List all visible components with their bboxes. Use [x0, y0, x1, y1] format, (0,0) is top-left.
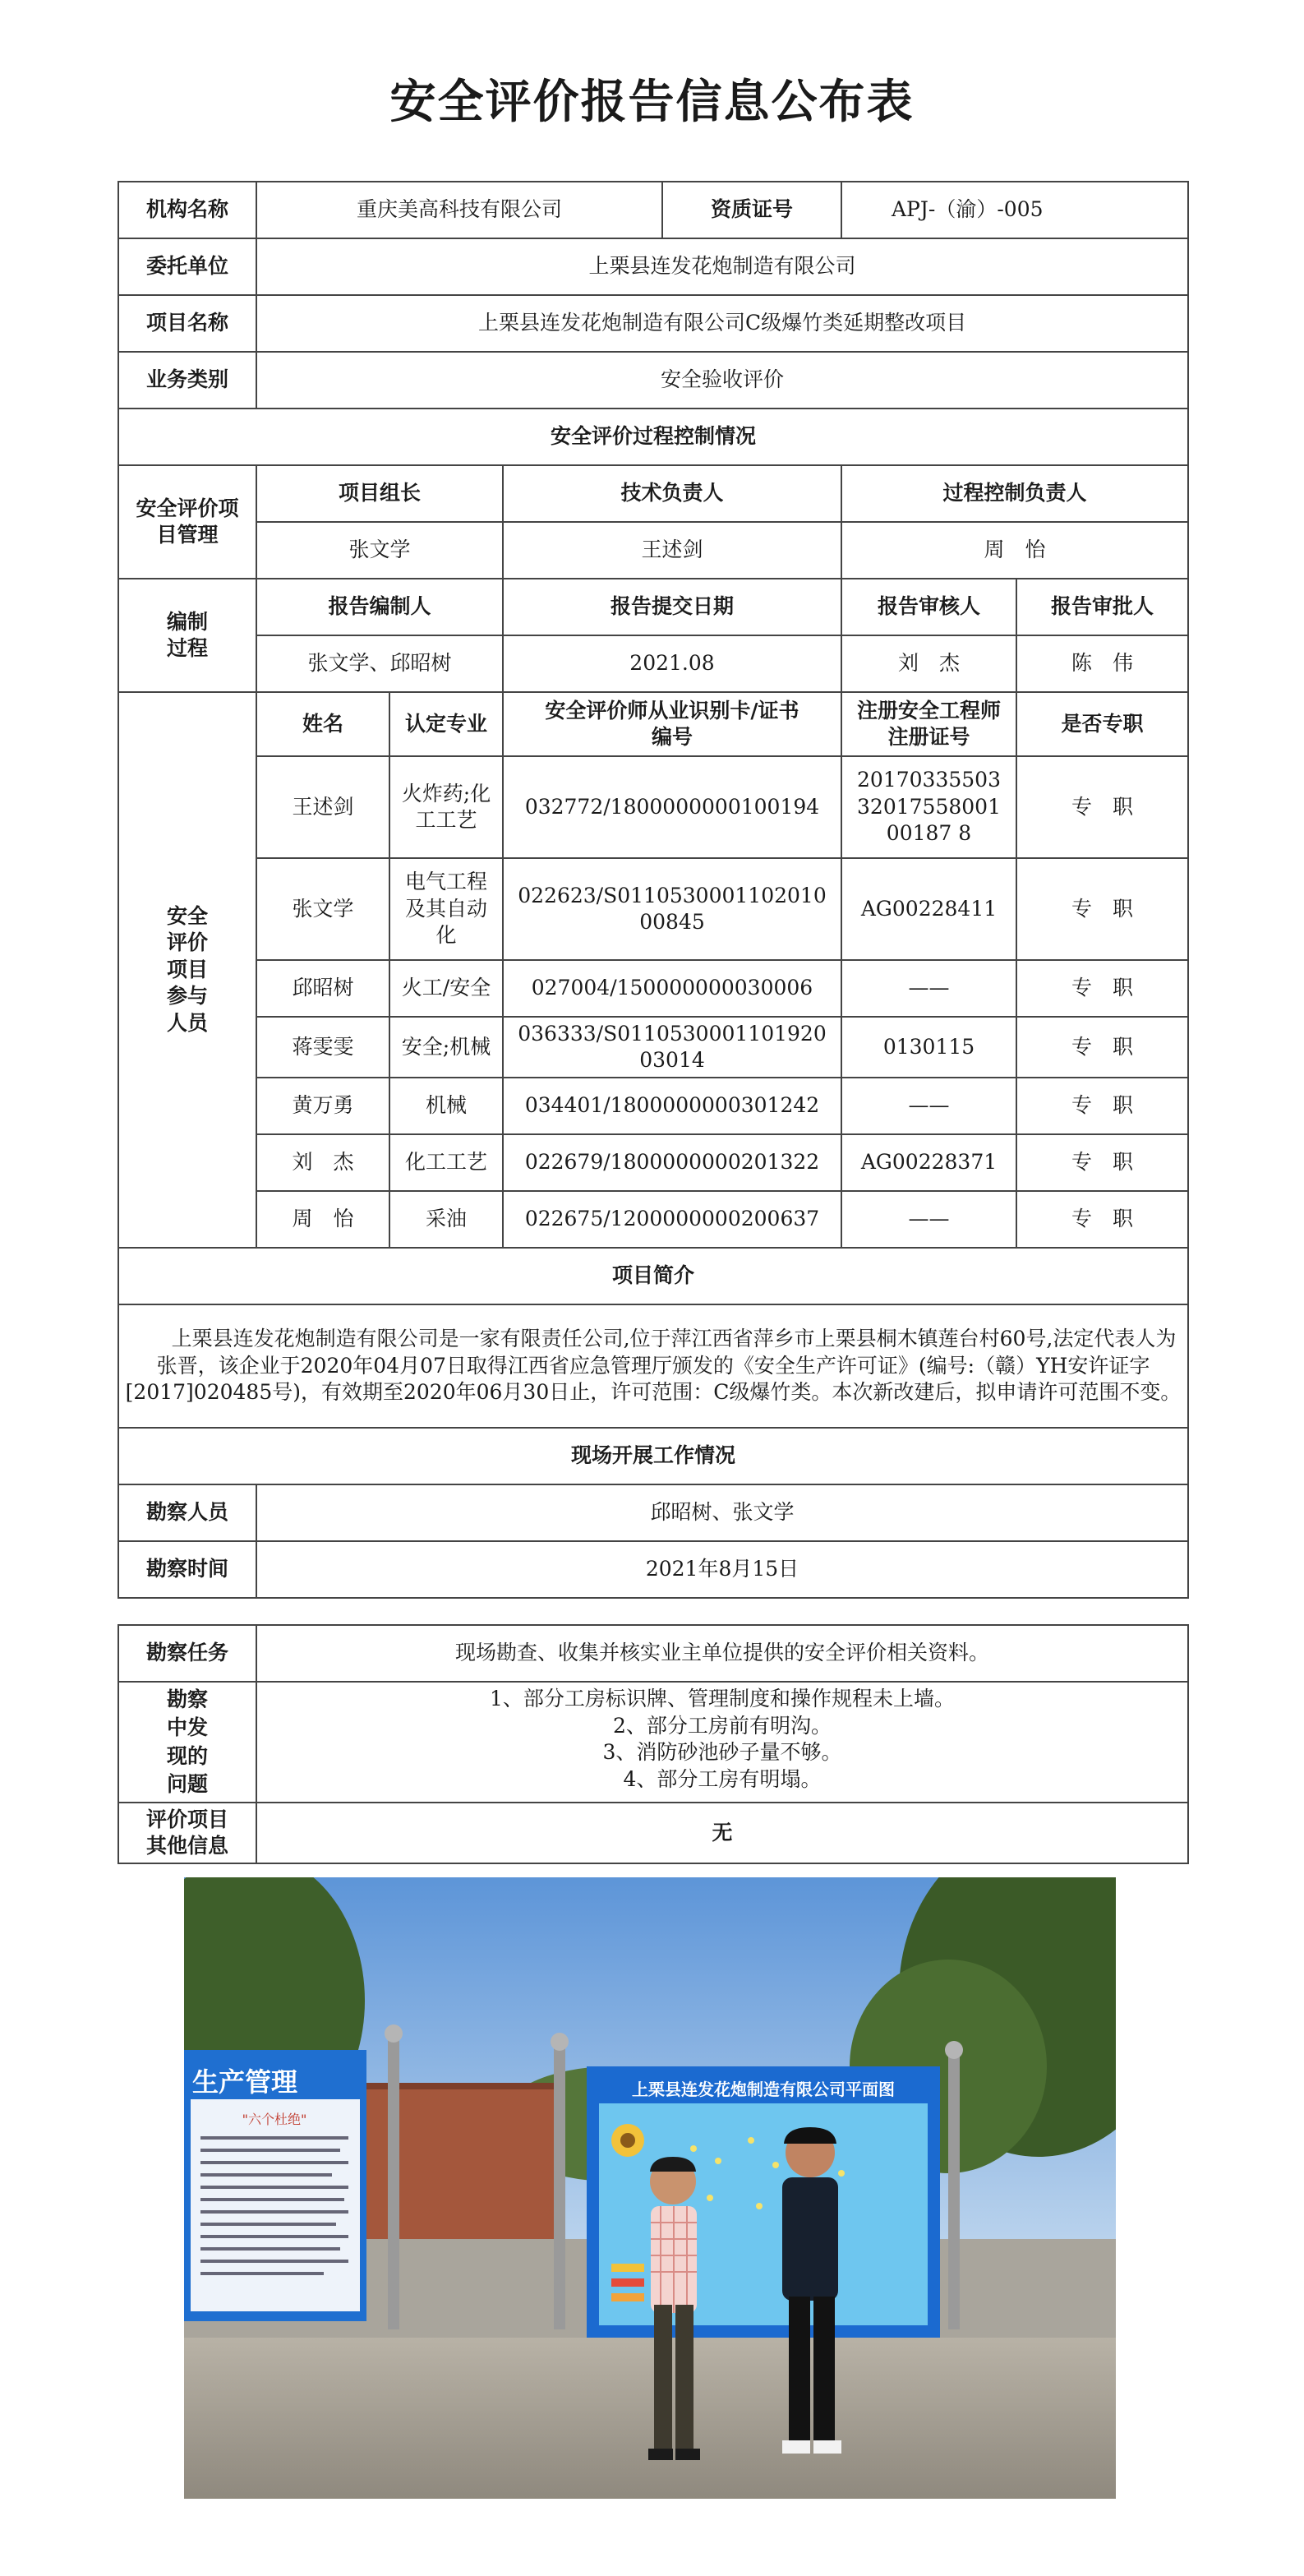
org-value: 重庆美高科技有限公司: [256, 182, 662, 238]
person-card-no: 022675/1200000000200637: [503, 1191, 841, 1248]
business-value: 安全验收评价: [256, 352, 1188, 409]
compile-header: 报告审核人: [841, 579, 1016, 635]
row-intro: [118, 1304, 1188, 1428]
survey-people-label: 勘察人员: [118, 1484, 256, 1541]
management-header: 项目组长: [256, 465, 503, 522]
personnel-row: [118, 1134, 1188, 1191]
client-value: 上栗县连发花炮制造有限公司: [256, 238, 1188, 295]
person-reg-no: ——: [841, 960, 1016, 1017]
personnel-header: 注册安全工程师注册证号: [841, 692, 1016, 756]
compile-header: 报告编制人: [256, 579, 503, 635]
issues-label-line: 中发: [166, 1715, 208, 1739]
row-management-values: [118, 522, 1188, 579]
issue-item: 4、部分工房有明塌。: [623, 1766, 822, 1791]
project-value: 上栗县连发花炮制造有限公司C级爆竹类延期整改项目: [256, 295, 1188, 352]
person-name: 蒋雯雯: [256, 1017, 389, 1078]
person-fulltime: 专 职: [1016, 858, 1188, 960]
personnel-header: 安全评价师从业识别卡/证书编号: [503, 692, 841, 756]
personnel-row: [118, 960, 1188, 1017]
issue-item: 2、部分工房前有明沟。: [613, 1713, 832, 1738]
person-fulltime: 专 职: [1016, 756, 1188, 858]
task-label: 勘察任务: [118, 1625, 256, 1682]
compile-header: 报告提交日期: [503, 579, 841, 635]
person-fulltime: 专 职: [1016, 1017, 1188, 1078]
compile-value: 2021.08: [503, 635, 841, 692]
left-board-sub: "六个杜绝": [242, 2112, 307, 2127]
management-value: 王述剑: [503, 522, 841, 579]
survey-time-value: 2021年8月15日: [256, 1541, 1188, 1598]
person-major: 安全;机械: [389, 1017, 503, 1078]
person-fulltime: 专 职: [1016, 1134, 1188, 1191]
person-card-no: 036333/S011053000110192003014: [503, 1017, 841, 1078]
row-task: [118, 1625, 1188, 1682]
personnel-row: [118, 858, 1188, 960]
report-info-table: [117, 181, 1189, 1599]
person-fulltime: 专 职: [1016, 960, 1188, 1017]
person-major: 电气工程及其自动化: [389, 858, 503, 960]
personnel-row: [118, 756, 1188, 858]
compile-value: 刘 杰: [841, 635, 1016, 692]
survey-people-value: 邱昭树、张文学: [256, 1484, 1188, 1541]
personnel-header: 姓名: [256, 692, 389, 756]
right-board-title: 上栗县连发花炮制造有限公司平面图: [632, 2080, 895, 2099]
survey-time-label: 勘察时间: [118, 1541, 256, 1598]
row-compile-head: [118, 579, 1188, 635]
other-label-line: 评价项目: [145, 1807, 228, 1831]
row-intro-title: [118, 1248, 1188, 1304]
management-header: 技术负责人: [503, 465, 841, 522]
management-header: 过程控制负责人: [841, 465, 1188, 522]
process-section-title: 安全评价过程控制情况: [118, 409, 1188, 465]
personnel-row: [118, 1017, 1188, 1078]
compile-value: 张文学、邱昭树: [256, 635, 503, 692]
other-label-line: 其他信息: [145, 1834, 228, 1858]
page-title: 安全评价报告信息公布表: [389, 76, 915, 129]
person-card-no: 022623/S011053000110201000845: [503, 858, 841, 960]
person-fulltime: 专 职: [1016, 1191, 1188, 1248]
issue-item: 1、部分工房标识牌、管理制度和操作规程未上墙。: [490, 1687, 955, 1710]
compile-value: 陈 伟: [1016, 635, 1188, 692]
person-major: 化工工艺: [389, 1134, 503, 1191]
management-label: 安全评价项目管理: [118, 465, 256, 579]
task-value: 现场勘查、收集并核实业主单位提供的安全评价相关资料。: [256, 1625, 1188, 1682]
business-label: 业务类别: [118, 352, 256, 409]
row-management-head: [118, 465, 1188, 522]
issue-item: 3、消防砂池砂子量不够。: [602, 1740, 842, 1764]
personnel-label: 安全评价项目参与人员: [118, 692, 256, 1248]
person-major: 火炸药;化工工艺: [389, 756, 503, 858]
person-reg-no: ——: [841, 1078, 1016, 1134]
personnel-row: [118, 1078, 1188, 1134]
row-personnel-head: [118, 692, 1188, 756]
compile-header: 报告审批人: [1016, 579, 1188, 635]
person-reg-no: ——: [841, 1191, 1016, 1248]
person-card-no: 027004/150000000030006: [503, 960, 841, 1017]
row-compile-values: [118, 635, 1188, 692]
compile-label: [118, 579, 256, 692]
issues-label: [118, 1682, 256, 1803]
site-photo: [184, 1877, 1116, 2499]
row-survey-people: [118, 1484, 1188, 1541]
other-value: 无: [256, 1803, 1188, 1863]
compile-label-line: 编制: [166, 609, 208, 634]
issues-list: [256, 1682, 1188, 1803]
person-card-no: 034401/1800000000301242: [503, 1078, 841, 1134]
issues-label-line: 现的: [166, 1743, 208, 1768]
person-major: 采油: [389, 1191, 503, 1248]
person-name: 刘 杰: [256, 1134, 389, 1191]
intro-section-title: 项目简介: [118, 1248, 1188, 1304]
person-major: 机械: [389, 1078, 503, 1134]
project-intro-text: 上栗县连发花炮制造有限公司是一家有限责任公司,位于萍江西省萍乡市上栗县桐木镇莲台村60号,法定代表人为张晋，该企业于2020年04月07日取得江西省应急管理厅颁发的《安全生产许可证》(编号:（赣）YH安许证字[2017]020485号)，有效期至2020年06月30日止，许可范围：C级爆竹类。本次新改建后，拟申请许可范围不变。: [118, 1304, 1188, 1428]
person-reg-no: AG00228371: [841, 1134, 1016, 1191]
row-survey-time: [118, 1541, 1188, 1598]
person-name: 王述剑: [256, 756, 389, 858]
person-reg-no: 0130115: [841, 1017, 1016, 1078]
person-name: 张文学: [256, 858, 389, 960]
person-major: 火工/安全: [389, 960, 503, 1017]
row-client: [118, 238, 1188, 295]
management-value: 周 怡: [841, 522, 1188, 579]
row-project: [118, 295, 1188, 352]
personnel-header: 认定专业: [389, 692, 503, 756]
person-name: 黄万勇: [256, 1078, 389, 1134]
row-other: [118, 1803, 1188, 1863]
other-label: [118, 1803, 256, 1863]
person-name: 邱昭树: [256, 960, 389, 1017]
personnel-row: [118, 1191, 1188, 1248]
row-site-title: [118, 1428, 1188, 1484]
survey-table: [117, 1624, 1189, 1864]
person-name: 周 怡: [256, 1191, 389, 1248]
cert-value: APJ-（渝）-005: [841, 182, 1188, 238]
issues-label-line: 勘察: [166, 1687, 208, 1711]
row-issues: [118, 1682, 1188, 1803]
client-label: 委托单位: [118, 238, 256, 295]
site-section-title: 现场开展工作情况: [118, 1428, 1188, 1484]
person-card-no: 032772/1800000000100194: [503, 756, 841, 858]
person-reg-no: AG00228411: [841, 858, 1016, 960]
row-business: [118, 352, 1188, 409]
project-label: 项目名称: [118, 295, 256, 352]
person-fulltime: 专 职: [1016, 1078, 1188, 1134]
cert-label: 资质证号: [662, 182, 841, 238]
left-board-title: 生产管理: [192, 2066, 298, 2098]
issues-label-line: 问题: [166, 1772, 208, 1796]
org-label: 机构名称: [118, 182, 256, 238]
compile-label-line: 过程: [166, 636, 208, 660]
row-process-title: [118, 409, 1188, 465]
person-card-no: 022679/1800000000201322: [503, 1134, 841, 1191]
row-org: [118, 182, 1188, 238]
personnel-header: 是否专职: [1016, 692, 1188, 756]
person-reg-no: 201703355033201755800100187 8: [841, 756, 1016, 858]
management-value: 张文学: [256, 522, 503, 579]
